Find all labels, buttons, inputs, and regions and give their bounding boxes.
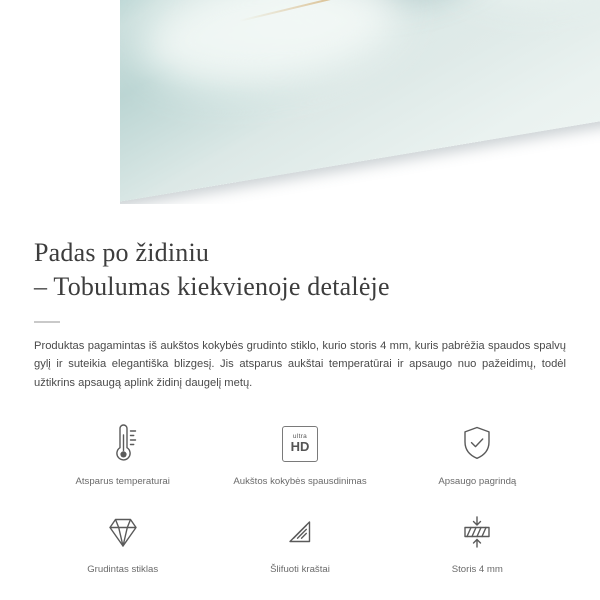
feature-label: Aukštos kokybės spausdinimas [233, 476, 367, 488]
artwork-blob [133, 0, 408, 105]
hero-mask [0, 204, 600, 222]
sparkle-icon [536, 146, 566, 176]
content-area [0, 222, 600, 580]
thermometer-icon [103, 421, 143, 467]
divider [34, 321, 60, 323]
feature-item-polished-edges [211, 503, 388, 580]
feature-label: Apsaugo pagrindą [438, 476, 517, 488]
headline-line-2: – Tobulumas kiekvienoje detalėje [34, 272, 390, 302]
feature-label: Šlifuoti kraštai [270, 563, 330, 575]
feature-item-temperature-resistant [34, 415, 211, 492]
artwork-blob [441, 0, 600, 13]
feature-grid [34, 415, 566, 580]
feature-item-print-quality [211, 415, 388, 492]
page-title [34, 222, 566, 305]
hero-image [0, 0, 600, 222]
feature-label: Atsparus temperaturai [75, 476, 170, 488]
feature-label: Grudintas stiklas [87, 563, 159, 575]
thickness-arrows-icon [457, 509, 497, 555]
shield-check-icon [457, 421, 497, 467]
description-paragraph: Produktas pagamintas iš aukštos kokybės grudinto stiklo, kurio storis 4 mm, kuris pabrėžia spaudos spalvų gylį ir suteikia elegantiška blizgesį. Jis atsparus aukštai temperatūrai ir apsaugo nuo pažeidimų, todėl užtikrins apsaugą aplink židinį daugelį metų. [34, 339, 566, 390]
feature-item-thickness [389, 503, 566, 580]
feature-item-tempered-glass [34, 503, 211, 580]
ultra-hd-icon [282, 421, 318, 467]
hero-image-inner [0, 0, 600, 222]
headline-line-1: Padas po židiniu [34, 238, 210, 267]
hero-mask [0, 0, 120, 222]
diamond-icon [103, 509, 143, 555]
polished-edges-icon [280, 509, 320, 555]
ultra-hd-badge-top: ultra [292, 432, 308, 440]
ultra-hd-badge-bottom: HD [290, 439, 310, 455]
feature-label: Storis 4 mm [451, 563, 503, 575]
feature-item-surface-protection [389, 415, 566, 492]
